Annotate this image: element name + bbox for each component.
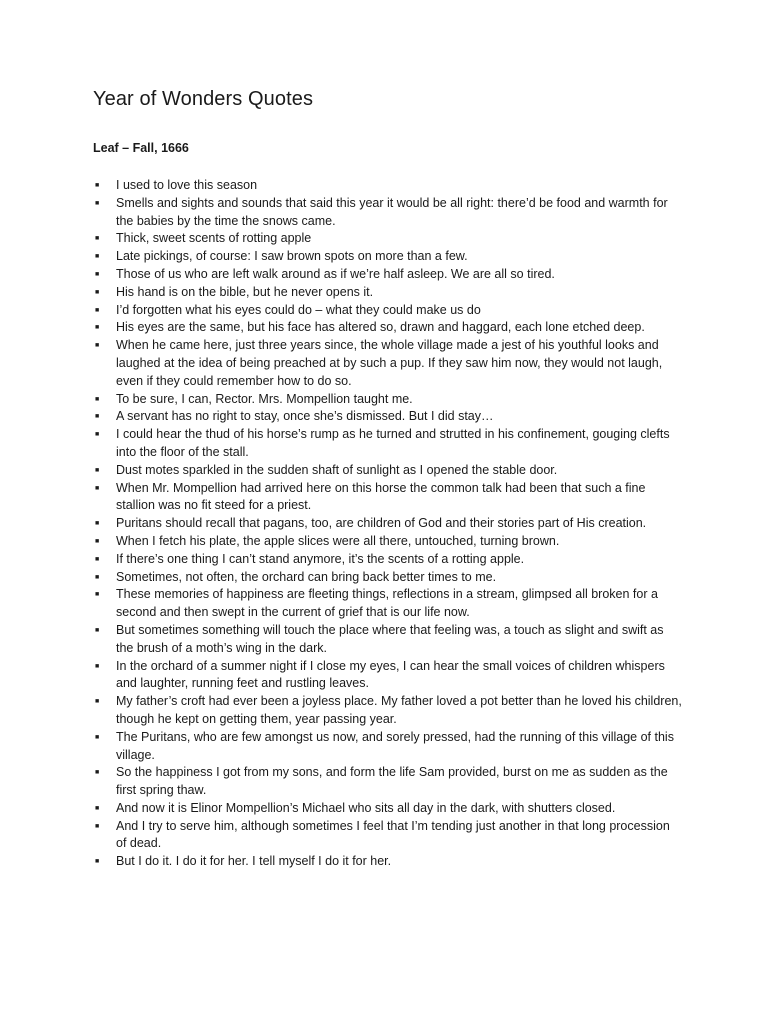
quote-text: I’d forgotten what his eyes could do – what they could make us do	[116, 302, 481, 317]
quote-list-item	[93, 248, 683, 266]
square-bullet-icon: ■	[95, 733, 100, 741]
quote-list-item	[93, 462, 683, 480]
quote-list-item	[93, 569, 683, 587]
quote-list-item	[93, 266, 683, 284]
square-bullet-icon: ■	[95, 270, 100, 278]
square-bullet-icon: ■	[95, 662, 100, 670]
quote-text: And I try to serve him, although sometimes I feel that I’m tending just another in that long procession of dead.	[116, 818, 670, 851]
quote-list-item	[93, 764, 683, 800]
quote-list-item	[93, 551, 683, 569]
quote-list-item	[93, 284, 683, 302]
quote-text: Thick, sweet scents of rotting apple	[116, 231, 312, 246]
quote-list-item	[93, 818, 683, 854]
quote-text: These memories of happiness are fleeting things, reflections in a stream, glimpsed all broken for a second and then swept in the current of grief that is our life now.	[116, 587, 658, 620]
quote-list-item	[93, 480, 683, 516]
quote-text: The Puritans, who are few amongst us now, and sorely pressed, had the running of this village of this village.	[116, 729, 674, 762]
quote-text: When I fetch his plate, the apple slices were all there, untouched, turning brown.	[116, 533, 560, 548]
quote-text: Dust motes sparkled in the sudden shaft of sunlight as I opened the stable door.	[116, 462, 558, 477]
square-bullet-icon: ■	[95, 537, 100, 545]
quote-list	[93, 177, 683, 871]
square-bullet-icon: ■	[95, 324, 100, 332]
quote-text: His eyes are the same, but his face has altered so, drawn and haggard, each lone etched deep.	[116, 320, 645, 335]
quote-text: Smells and sights and sounds that said this year it would be all right: there’d be food and warmth for the babies by the time the snows came.	[116, 195, 668, 228]
square-bullet-icon: ■	[95, 235, 100, 243]
square-bullet-icon: ■	[95, 466, 100, 474]
quote-list-item	[93, 302, 683, 320]
square-bullet-icon: ■	[95, 395, 100, 403]
square-bullet-icon: ■	[95, 555, 100, 563]
quote-list-item	[93, 800, 683, 818]
square-bullet-icon: ■	[95, 199, 100, 207]
quote-list-item	[93, 319, 683, 337]
square-bullet-icon: ■	[95, 698, 100, 706]
quote-text: When he came here, just three years since, the whole village made a jest of his youthful looks and laughed at the idea of being preached at by such a pup. If they saw him now, they would not laugh, even if they could remember how to do so.	[116, 338, 663, 388]
quote-list-item	[93, 230, 683, 248]
quote-list-item	[93, 408, 683, 426]
square-bullet-icon: ■	[95, 573, 100, 581]
quote-list-item	[93, 853, 683, 871]
quote-list-item	[93, 622, 683, 658]
quote-text: So the happiness I got from my sons, and form the life Sam provided, burst on me as sudden as the first spring thaw.	[116, 765, 668, 798]
quote-text: Late pickings, of course: I saw brown spots on more than a few.	[116, 249, 468, 264]
quote-list-item	[93, 391, 683, 409]
section-heading: Leaf – Fall, 1666	[93, 141, 189, 155]
quote-text: Puritans should recall that pagans, too, are children of God and their stories part of His creation.	[116, 516, 647, 531]
quote-text: Those of us who are left walk around as if we’re half asleep. We are all so tired.	[116, 266, 555, 281]
square-bullet-icon: ■	[95, 591, 100, 599]
square-bullet-icon: ■	[95, 342, 100, 350]
quote-list-item	[93, 195, 683, 231]
quote-text: In the orchard of a summer night if I close my eyes, I can hear the small voices of children whispers and laughter, running feet and rustling leaves.	[116, 658, 665, 691]
quote-text: To be sure, I can, Rector. Mrs. Mompellion taught me.	[116, 391, 413, 406]
quote-list-item	[93, 337, 683, 390]
square-bullet-icon: ■	[95, 520, 100, 528]
square-bullet-icon: ■	[95, 822, 100, 830]
quote-list-item	[93, 693, 683, 729]
square-bullet-icon: ■	[95, 484, 100, 492]
quote-list-item	[93, 533, 683, 551]
quote-text: A servant has no right to stay, once she’s dismissed. But I did stay…	[116, 409, 494, 424]
quote-list-item	[93, 426, 683, 462]
quote-text: But I do it. I do it for her. I tell myself I do it for her.	[116, 854, 392, 869]
square-bullet-icon: ■	[95, 769, 100, 777]
quote-list-item	[93, 658, 683, 694]
square-bullet-icon: ■	[95, 253, 100, 261]
quote-text: My father’s croft had ever been a joyless place. My father loved a pot better than he loved his children, though he kept on getting them, year passing year.	[116, 694, 682, 726]
quote-text: And now it is Elinor Mompellion’s Michael who sits all day in the dark, with shutters closed.	[116, 800, 616, 815]
quote-list-item	[93, 515, 683, 533]
square-bullet-icon: ■	[95, 626, 100, 634]
quote-text: When Mr. Mompellion had arrived here on this horse the common talk had been that such a fine stallion was no fit steed for a priest.	[116, 480, 646, 513]
quote-list-item	[93, 729, 683, 765]
quote-text: I could hear the thud of his horse’s rump as he turned and strutted in his confinement, gouging clefts into the floor of the stall.	[116, 427, 670, 459]
quote-text: His hand is on the bible, but he never opens it.	[116, 284, 374, 299]
square-bullet-icon: ■	[95, 182, 100, 189]
square-bullet-icon: ■	[95, 431, 100, 439]
square-bullet-icon: ■	[95, 804, 100, 812]
quote-text: But sometimes something will touch the place where that feeling was, a touch as slight and swift as the brush of a moth’s wing in the dark.	[116, 622, 664, 655]
quote-list-item	[93, 177, 683, 195]
quote-text: Sometimes, not often, the orchard can bring back better times to me.	[116, 569, 497, 584]
square-bullet-icon: ■	[95, 288, 100, 296]
quote-text: If there’s one thing I can’t stand anymore, it’s the scents of a rotting apple.	[116, 551, 525, 566]
square-bullet-icon: ■	[95, 858, 100, 866]
document-title: Year of Wonders Quotes	[93, 88, 314, 110]
square-bullet-icon: ■	[95, 413, 100, 421]
quote-list-item	[93, 586, 683, 622]
quote-text: I used to love this season	[116, 178, 258, 192]
square-bullet-icon: ■	[95, 306, 100, 314]
